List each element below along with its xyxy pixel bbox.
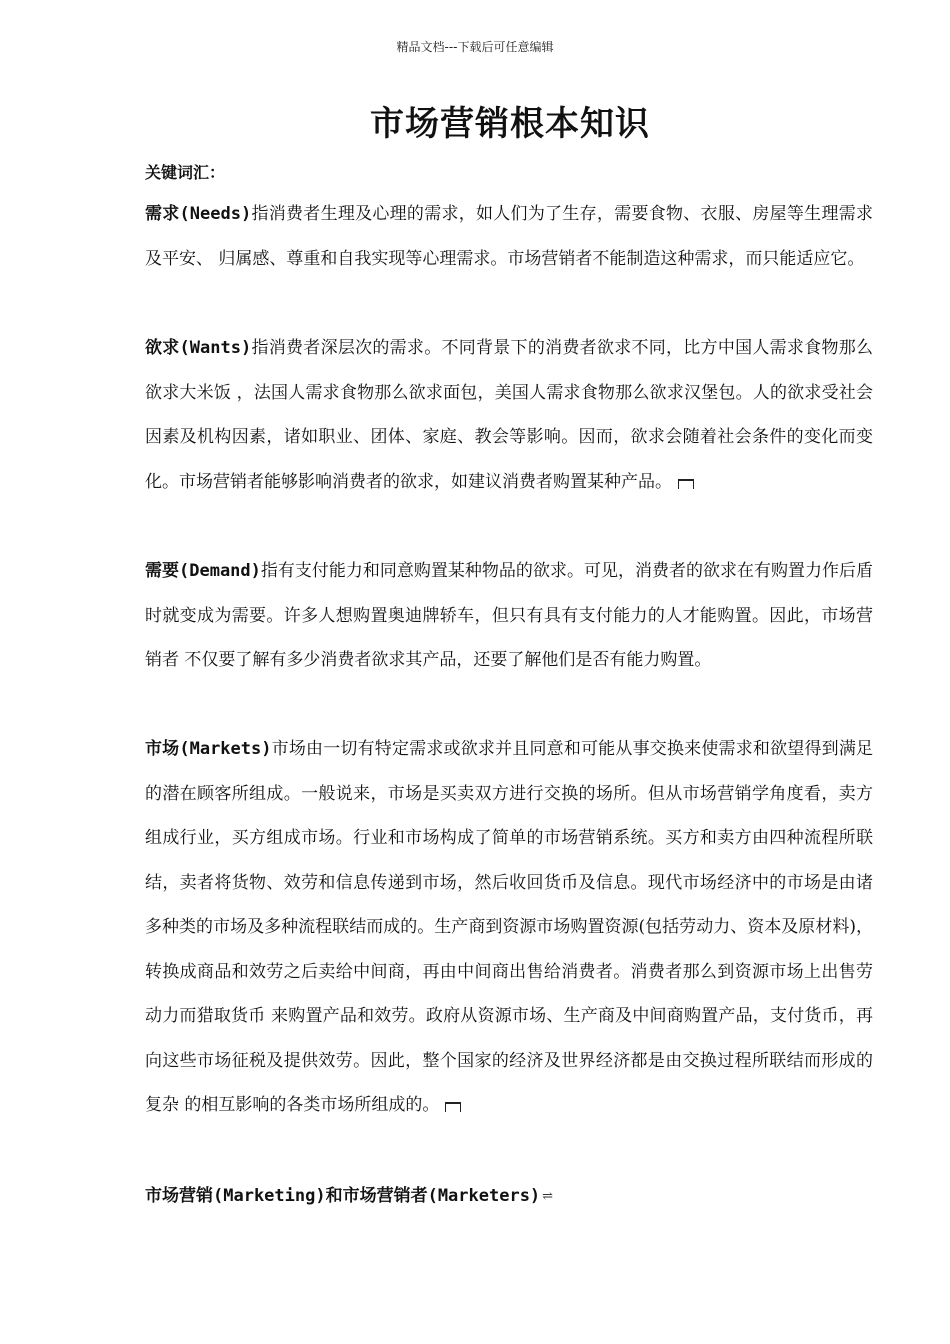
definition-needs: 指消费者生理及心理的需求，如人们为了生存，需要食物、衣服、房屋等生理需求及平安、 归属感、尊重和自我实现等心理需求。市场营销者不能制造这种需求，而只能适应它。 <box>145 204 874 269</box>
term-demand: 需要(Demand) <box>145 561 261 581</box>
term-needs: 需求(Needs) <box>145 204 252 224</box>
section-demand <box>145 549 873 683</box>
section-wants <box>145 326 873 504</box>
term-markets: 市场(Markets) <box>145 739 272 759</box>
line-end-mark-icon: ⇌ <box>542 1189 554 1204</box>
section-marketing <box>145 1174 873 1220</box>
definition-markets: 市场由一切有特定需求或欲求并且同意和可能从事交换来使需求和欲望得到满足的潜在顾客所组成。一般说来，市场是买卖双方进行交换的场所。但从市场营销学角度看，卖方组成行业，买方组成市场。行业和市场构成了简单的市场营销系统。买方和卖方由四种流程所联结，卖者将货物、效劳和信息传递到市场，然后收回货币及信息。现代市场经济中的市场是由诸多种类的市场及多种流程联结而成的。生产商到资源市场购置资源(包括劳动力、资本及原材料)，转换成商品和效劳之后卖给中间商，再由中间商出售给消费者。消费者那么到资源市场上出售劳动力而猎取货币 来购置产品和效劳。政府从资源市场、生产商及中间商购置产品，支付货币，再向这些市场征税及提供效劳。因此，整个国家的经济及世界经济都是由交换过程所联结而形成的复杂 的相互影响的各类市场所组成的。 <box>145 739 874 1115</box>
page-header: 精品文档---下载后可任意编辑 <box>396 40 554 54</box>
term-marketing: 市场营销(Marketing)和市场营销者(Marketers) <box>145 1186 541 1206</box>
section-markets <box>145 727 873 1128</box>
term-wants: 欲求(Wants) <box>145 338 252 358</box>
keywords-label: 关键词汇： <box>145 163 226 182</box>
definition-demand: 指有支付能力和同意购置某种物品的欲求。可见，消费者的欲求在有购置力作后盾时就变成为需要。许多人想购置奥迪牌轿车，但只有具有支付能力的人才能购置。因此，市场营销者 不仅要了解有多少消费者欲求其产品，还要了解他们是否有能力购置。 <box>145 561 873 670</box>
section-needs <box>145 192 873 281</box>
paragraph-mark-icon <box>678 479 694 489</box>
definition-wants: 指消费者深层次的需求。不同背景下的消费者欲求不同，比方中国人需求食物那么欲求大米饭 ，法国人需求食物那么欲求面包，美国人需求食物那么欲求汉堡包。人的欲求受社会因素及机构因素，诸如职业、团体、家庭、教会等影响。因而，欲求会随着社会条件的变化而变化。市场营销者能够影响消费者的欲求，如建议消费者购置某种产品。 <box>145 338 874 492</box>
document-title: 市场营销根本知识 <box>370 104 650 144</box>
paragraph-mark-icon <box>445 1102 461 1112</box>
